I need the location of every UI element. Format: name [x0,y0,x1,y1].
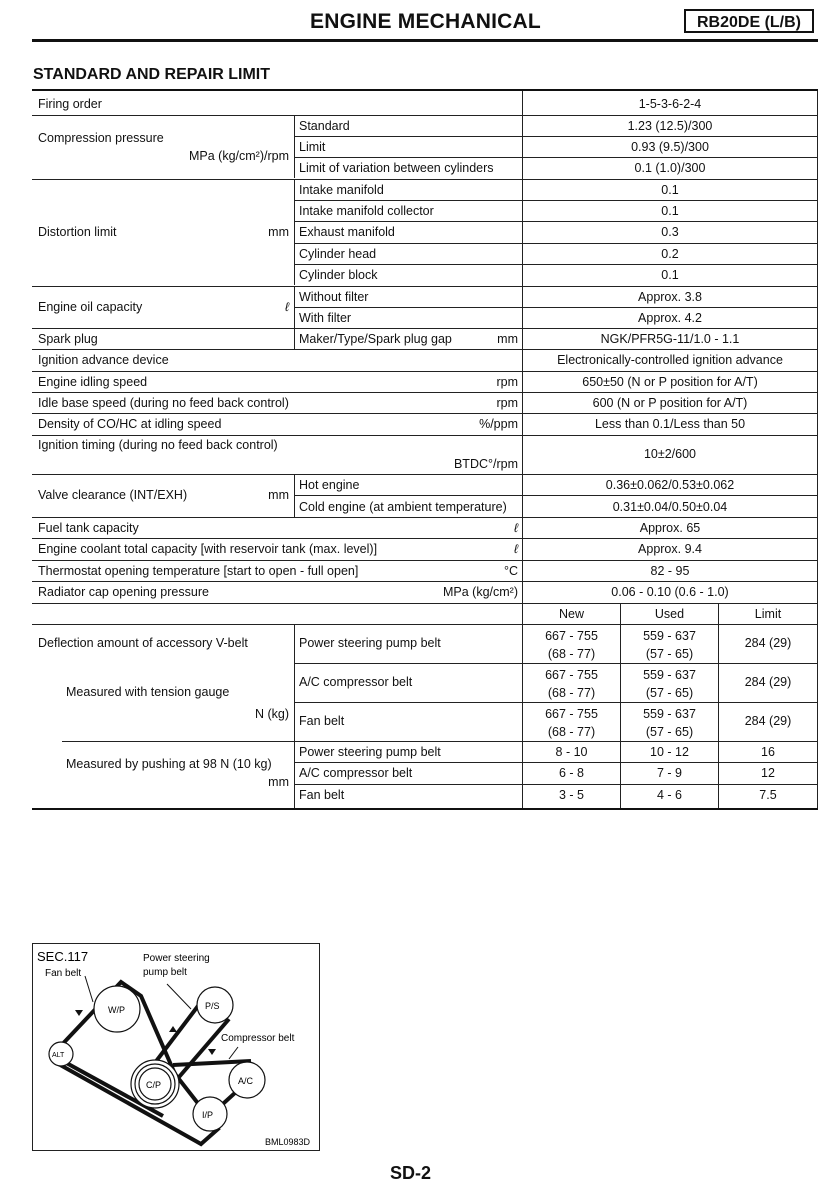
sub-value: 0.31±0.04/0.50±0.04 [612,500,728,514]
col-header-used: Used [654,607,685,621]
sub-label: Cold engine (at ambient temperature) [299,500,507,514]
belt-limit: 284 (29) [744,714,792,728]
belt-routing-diagram [32,943,320,1151]
value-idling-speed: 650±50 (N or P position for A/T) [582,375,758,389]
sub-label: Limit of variation between cylinders [299,161,494,175]
belt-limit: 16 [761,745,775,759]
diagram-code: BML0983D [265,1137,311,1147]
unit: ℓ [513,542,518,556]
sub-label: Cylinder head [299,247,377,261]
belt-label: A/C compressor belt [299,675,413,689]
tension-gauge-label: Measured with tension gauge [66,685,230,699]
value-spark-plug: NGK/PFR5G-11/1.0 - 1.1 [600,332,740,346]
row-line [32,538,818,539]
row-line [32,179,818,180]
col-divider-sub [294,624,295,808]
item-belt-deflection: Deflection amount of accessory V-belt [38,636,248,650]
engine-badge: RB20DE (L/B) [684,9,814,33]
belt-label: Power steering pump belt [299,745,441,759]
unit-oil: ℓ [284,300,289,314]
sub-value: Approx. 4.2 [638,311,702,325]
row-line [32,349,818,350]
sub-label: Limit [299,140,326,154]
item-thermostat: Thermostat opening temperature [start to open - full open] [38,564,359,578]
row-line [32,517,818,518]
unit: rpm [496,375,518,389]
label-fan-belt: Fan belt [45,968,82,979]
row-line [294,307,818,308]
label-ps-belt: Power steering [143,953,210,964]
col-divider-sub [294,115,295,178]
pulley-ps: P/S [205,1001,220,1011]
item-valve-clearance: Valve clearance (INT/EXH) [38,488,188,502]
sub-value: Approx. 3.8 [638,290,702,304]
header-rule [32,39,818,42]
row-line [294,495,818,496]
row-line [294,702,818,703]
item-radiator-cap: Radiator cap opening pressure [38,585,209,599]
belt-limit: 284 (29) [744,675,792,689]
sub-value: 1.23 (12.5)/300 [627,119,713,133]
row-line [32,413,818,414]
item-compression: Compression pressure [38,131,164,145]
sub-value: 0.93 (9.5)/300 [631,140,709,154]
pulley-wp: W/P [108,1005,125,1015]
sub-label: Cylinder block [299,268,378,282]
sub-label: Without filter [299,290,369,304]
label-compressor-belt: Compressor belt [221,1033,295,1044]
row-line [294,663,818,664]
section-rule [32,89,818,91]
belt-used: 559 - 637 (57 - 65) [643,668,696,700]
value-co-hc: Less than 0.1/Less than 50 [594,417,746,431]
sub-value: 0.1 [661,268,679,282]
item-ignition-timing: Ignition timing (during no feed back control) [38,438,278,452]
table-right-border [817,91,818,808]
table-bottom-rule [32,808,818,810]
unit-spark-plug: mm [497,332,518,346]
unit-compression: MPa (kg/cm²)/rpm [189,149,289,163]
unit: MPa (kg/cm²) [443,585,518,599]
unit: ℓ [513,521,518,535]
belt-new: 3 - 5 [558,788,584,802]
sub-label: Hot engine [299,478,360,492]
pulley-ip: I/P [202,1110,214,1120]
value-radiator-cap: 0.06 - 0.10 (0.6 - 1.0) [611,585,729,599]
page-number: SD-2 [390,1163,432,1183]
belt-used: 7 - 9 [656,766,682,780]
belt-new: 6 - 8 [558,766,584,780]
row-line [294,264,818,265]
belt-new: 667 - 755 (68 - 77) [545,629,598,661]
belt-label: A/C compressor belt [299,766,413,780]
unit-distortion: mm [268,225,289,239]
value-ignition-advance: Electronically-controlled ignition advance [557,353,783,367]
value-fuel-tank: Approx. 65 [639,521,701,535]
row-line [32,392,818,393]
row-line [32,115,818,116]
page-title: ENGINE MECHANICAL [310,10,541,33]
item-idling-speed: Engine idling speed [38,375,148,389]
row-line [32,560,818,561]
pulley-alt: ALT [52,1052,65,1059]
value-firing-order: 1-5-3-6-2-4 [638,97,702,111]
belt-label: Power steering pump belt [299,636,441,650]
item-coolant: Engine coolant total capacity [with reservoir tank (max. level)] [38,542,378,556]
sub-label: Intake manifold collector [299,204,434,218]
belt-new: 8 - 10 [555,745,588,759]
col-header-new: New [558,607,584,621]
row-line [294,762,818,763]
unit: mm [268,775,289,789]
row-line [32,435,818,436]
row-line [294,136,818,137]
unit: mm [268,488,289,502]
belt-used: 559 - 637 (57 - 65) [643,629,696,661]
value-thermostat: 82 - 95 [650,564,690,578]
unit: rpm [496,396,518,410]
value-idle-base: 600 (N or P position for A/T) [592,396,748,410]
col-divider-sub [294,286,295,349]
unit: BTDC°/rpm [453,457,518,471]
col-divider-sub [294,179,295,285]
belt-label: Fan belt [299,714,345,728]
row-line [294,243,818,244]
row-line [62,741,818,742]
unit: N (kg) [254,707,289,721]
unit: °C [503,564,518,578]
sub-value: 0.1 (1.0)/300 [634,161,706,175]
sub-value: 0.2 [661,247,679,261]
item-co-hc: Density of CO/HC at idling speed [38,417,222,431]
row-line [294,200,818,201]
label-ps-belt: pump belt [143,967,187,978]
belt-diagram-svg [33,944,321,1152]
row-line [32,603,818,604]
row-line [294,221,818,222]
row-line [294,157,818,158]
item-ignition-advance: Ignition advance device [38,353,169,367]
sub-label: Intake manifold [299,183,384,197]
pulley-cp: C/P [146,1080,162,1090]
pulley-ac: A/C [238,1076,254,1086]
item-oil: Engine oil capacity [38,300,143,314]
belt-used: 4 - 6 [656,788,682,802]
belt-used: 10 - 12 [650,745,689,759]
sub-value: 0.3 [661,225,679,239]
sub-label: With filter [299,311,352,325]
push-label: Measured by pushing at 98 N (10 kg) [66,757,272,771]
item-spark-plug: Spark plug [38,332,98,346]
belt-new: 667 - 755 (68 - 77) [545,707,598,739]
belt-limit: 284 (29) [744,636,792,650]
value-coolant: Approx. 9.4 [638,542,702,556]
unit: %/ppm [479,417,518,431]
belt-limit: 7.5 [759,788,777,802]
row-line [32,286,818,287]
sub-label: Standard [299,119,350,133]
sub-label: Exhaust manifold [299,225,395,239]
sub-value: 0.1 [661,204,679,218]
section-title: STANDARD AND REPAIR LIMIT [33,66,271,83]
sub-value: 0.36±0.062/0.53±0.062 [605,478,735,492]
item-firing-order: Firing order [38,97,102,111]
item-idle-base: Idle base speed (during no feed back control) [38,396,289,410]
diagram-section: SEC.117 [37,949,89,964]
item-fuel-tank: Fuel tank capacity [38,521,139,535]
row-line [32,474,818,475]
value-ignition-timing: 10±2/600 [643,447,697,461]
item-distortion: Distortion limit [38,225,117,239]
row-line [32,581,818,582]
belt-label: Fan belt [299,788,345,802]
belt-new: 667 - 755 (68 - 77) [545,668,598,700]
belt-used: 559 - 637 (57 - 65) [643,707,696,739]
belt-limit: 12 [761,766,775,780]
row-line [32,371,818,372]
row-line [294,784,818,785]
row-line [32,328,818,329]
col-header-limit: Limit [754,607,782,621]
row-line [32,624,818,625]
sub-value: 0.1 [661,183,679,197]
sub-label: Maker/Type/Spark plug gap [299,332,452,346]
